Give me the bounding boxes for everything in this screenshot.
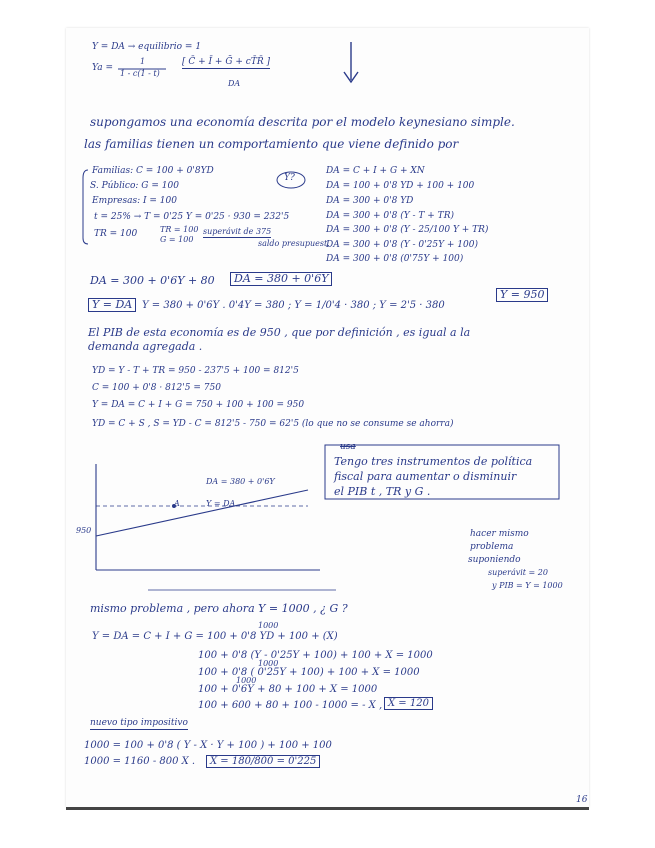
da-equation: DA = 300 + 0'6Y + 80 [90, 274, 215, 287]
da-line-label: DA = 380 + 0'6Y [206, 477, 275, 486]
side-note-line-3: suponiendo [468, 555, 521, 565]
instruments-line-1: Tengo tres instrumentos de política [334, 455, 533, 468]
axis-tick-950: 950 [76, 526, 92, 535]
side-note-line-2: problema [470, 542, 514, 552]
problem-2-line-5: 100 + 600 + 80 + 100 - 1000 = - X , [198, 700, 383, 711]
transfers-subline: TR = 100 [160, 225, 199, 234]
ya-label: Ya = [92, 63, 114, 73]
da-step-3: DA = 300 + 0'8 YD [326, 196, 414, 206]
autonomous-spending: [ C̄ + Ī + Ḡ + cT̄R̄ ] [182, 57, 270, 67]
page-bottom-edge [66, 807, 589, 810]
problem-2-line-1: Y = DA = C + I + G = 100 + 0'8 YD + 100 + (X) [92, 631, 338, 642]
y-solution-steps: Y = 380 + 0'6Y . 0'4Y = 380 ; Y = 1/0'4 · 380 ; Y = 2'5 · 380 [142, 300, 445, 311]
intro-line-2: las familias tienen un comportamiento que viene definido por [84, 137, 459, 151]
side-note-line-5: y PIB = Y = 1000 [492, 581, 563, 590]
crossed-word: usa [340, 442, 356, 452]
y-equals-da: Y = DA [88, 298, 136, 312]
instruments-line-2: fiscal para aumentar o disminuir [334, 470, 517, 483]
page-number: 16 [576, 795, 588, 805]
da-boxed-result: DA = 380 + 0'6Y [230, 272, 332, 286]
da-step-1: DA = C + I + G + XN [326, 166, 425, 176]
problem-2-heading: mismo problema , pero ahora Y = 1000 , ¿ G ? [90, 602, 348, 615]
tax-line-2: 1000 = 1160 - 800 X . [84, 756, 196, 767]
transfers-line: TR = 100 [94, 229, 138, 239]
pib-line-1: El PIB de esta economía es de 950 , que por definición , es igual a la [88, 326, 471, 339]
pib-line-2: demanda agregada . [88, 340, 203, 353]
over-note-2: 1000 [258, 659, 279, 668]
equilibrium-point-label: A [174, 499, 180, 508]
budget-balance-note: saldo presupuest. [258, 239, 330, 248]
y-equals-da-line-label: Y = DA [206, 499, 236, 508]
y-question: Y? [284, 173, 295, 183]
surplus-label: superávit de 375 [203, 227, 272, 236]
instruments-line-3: el PIB t , TR y G . [334, 485, 431, 498]
new-tax-heading: nuevo tipo impositivo [90, 718, 188, 728]
families-equation: Familias: C = 100 + 0'8YD [92, 166, 214, 176]
over-note-1: 1000 [258, 621, 279, 630]
tax-rate-line: t = 25% → T = 0'25 Y = 0'25 · 930 = 232'5 [94, 212, 290, 222]
disposable-income-calc: YD = Y - T + TR = 950 - 237'5 + 100 = 812'5 [92, 366, 299, 376]
da-step-5: DA = 300 + 0'8 (Y - 25/100 Y + TR) [326, 225, 489, 235]
problem-2-line-4: 100 + 0'6Y + 80 + 100 + X = 1000 [198, 684, 378, 695]
bracket-da-label: DA [228, 79, 241, 88]
consumption-calc: C = 100 + 0'8 · 812'5 = 750 [92, 383, 221, 393]
firms-equation: Empresas: I = 100 [92, 196, 177, 206]
da-step-6: DA = 300 + 0'8 (Y - 0'25Y + 100) [326, 240, 478, 250]
equilibrium-line: Y = DA → equilibrio = 1 [92, 42, 202, 52]
da-step-7: DA = 300 + 0'8 (0'75Y + 100) [326, 254, 464, 264]
tax-result: X = 180/800 = 0'225 [206, 755, 320, 768]
government-subline: G = 100 [160, 235, 194, 244]
problem-2-line-3: 100 + 0'8 ( 0'25Y + 100) + 100 + X = 1000 [198, 667, 420, 678]
output-calc: Y = DA = C + I + G = 750 + 100 + 100 = 950 [92, 400, 305, 410]
intro-line-1: supongamos una economía descrita por el modelo keynesiano simple. [90, 115, 515, 129]
da-step-2: DA = 100 + 0'8 YD + 100 + 100 [326, 181, 475, 191]
multiplier-numerator: 1 [140, 57, 146, 66]
side-note-line-1: hacer mismo [470, 529, 529, 539]
public-sector-equation: S. Público: G = 100 [90, 181, 179, 191]
side-note-line-4: superávit = 20 [488, 568, 548, 577]
y-result-boxed: Y = 950 [496, 288, 548, 302]
down-arrow-icon [340, 40, 362, 86]
problem-2-result: X = 120 [384, 697, 433, 710]
model-brace [82, 168, 90, 246]
problem-2-line-2: 100 + 0'8 (Y - 0'25Y + 100) + 100 + X = 1000 [198, 650, 433, 661]
multiplier-denominator: 1 - c(1 - t) [120, 69, 160, 78]
da-step-4: DA = 300 + 0'8 (Y - T + TR) [326, 211, 454, 221]
tax-line-1: 1000 = 100 + 0'8 ( Y - X · Y + 100 ) + 100 + 100 [84, 740, 332, 751]
savings-calc: YD = C + S , S = YD - C = 812'5 - 750 = 62'5 (lo que no se consume se ahorra) [92, 419, 454, 429]
over-note-3: 1000 [236, 676, 257, 685]
